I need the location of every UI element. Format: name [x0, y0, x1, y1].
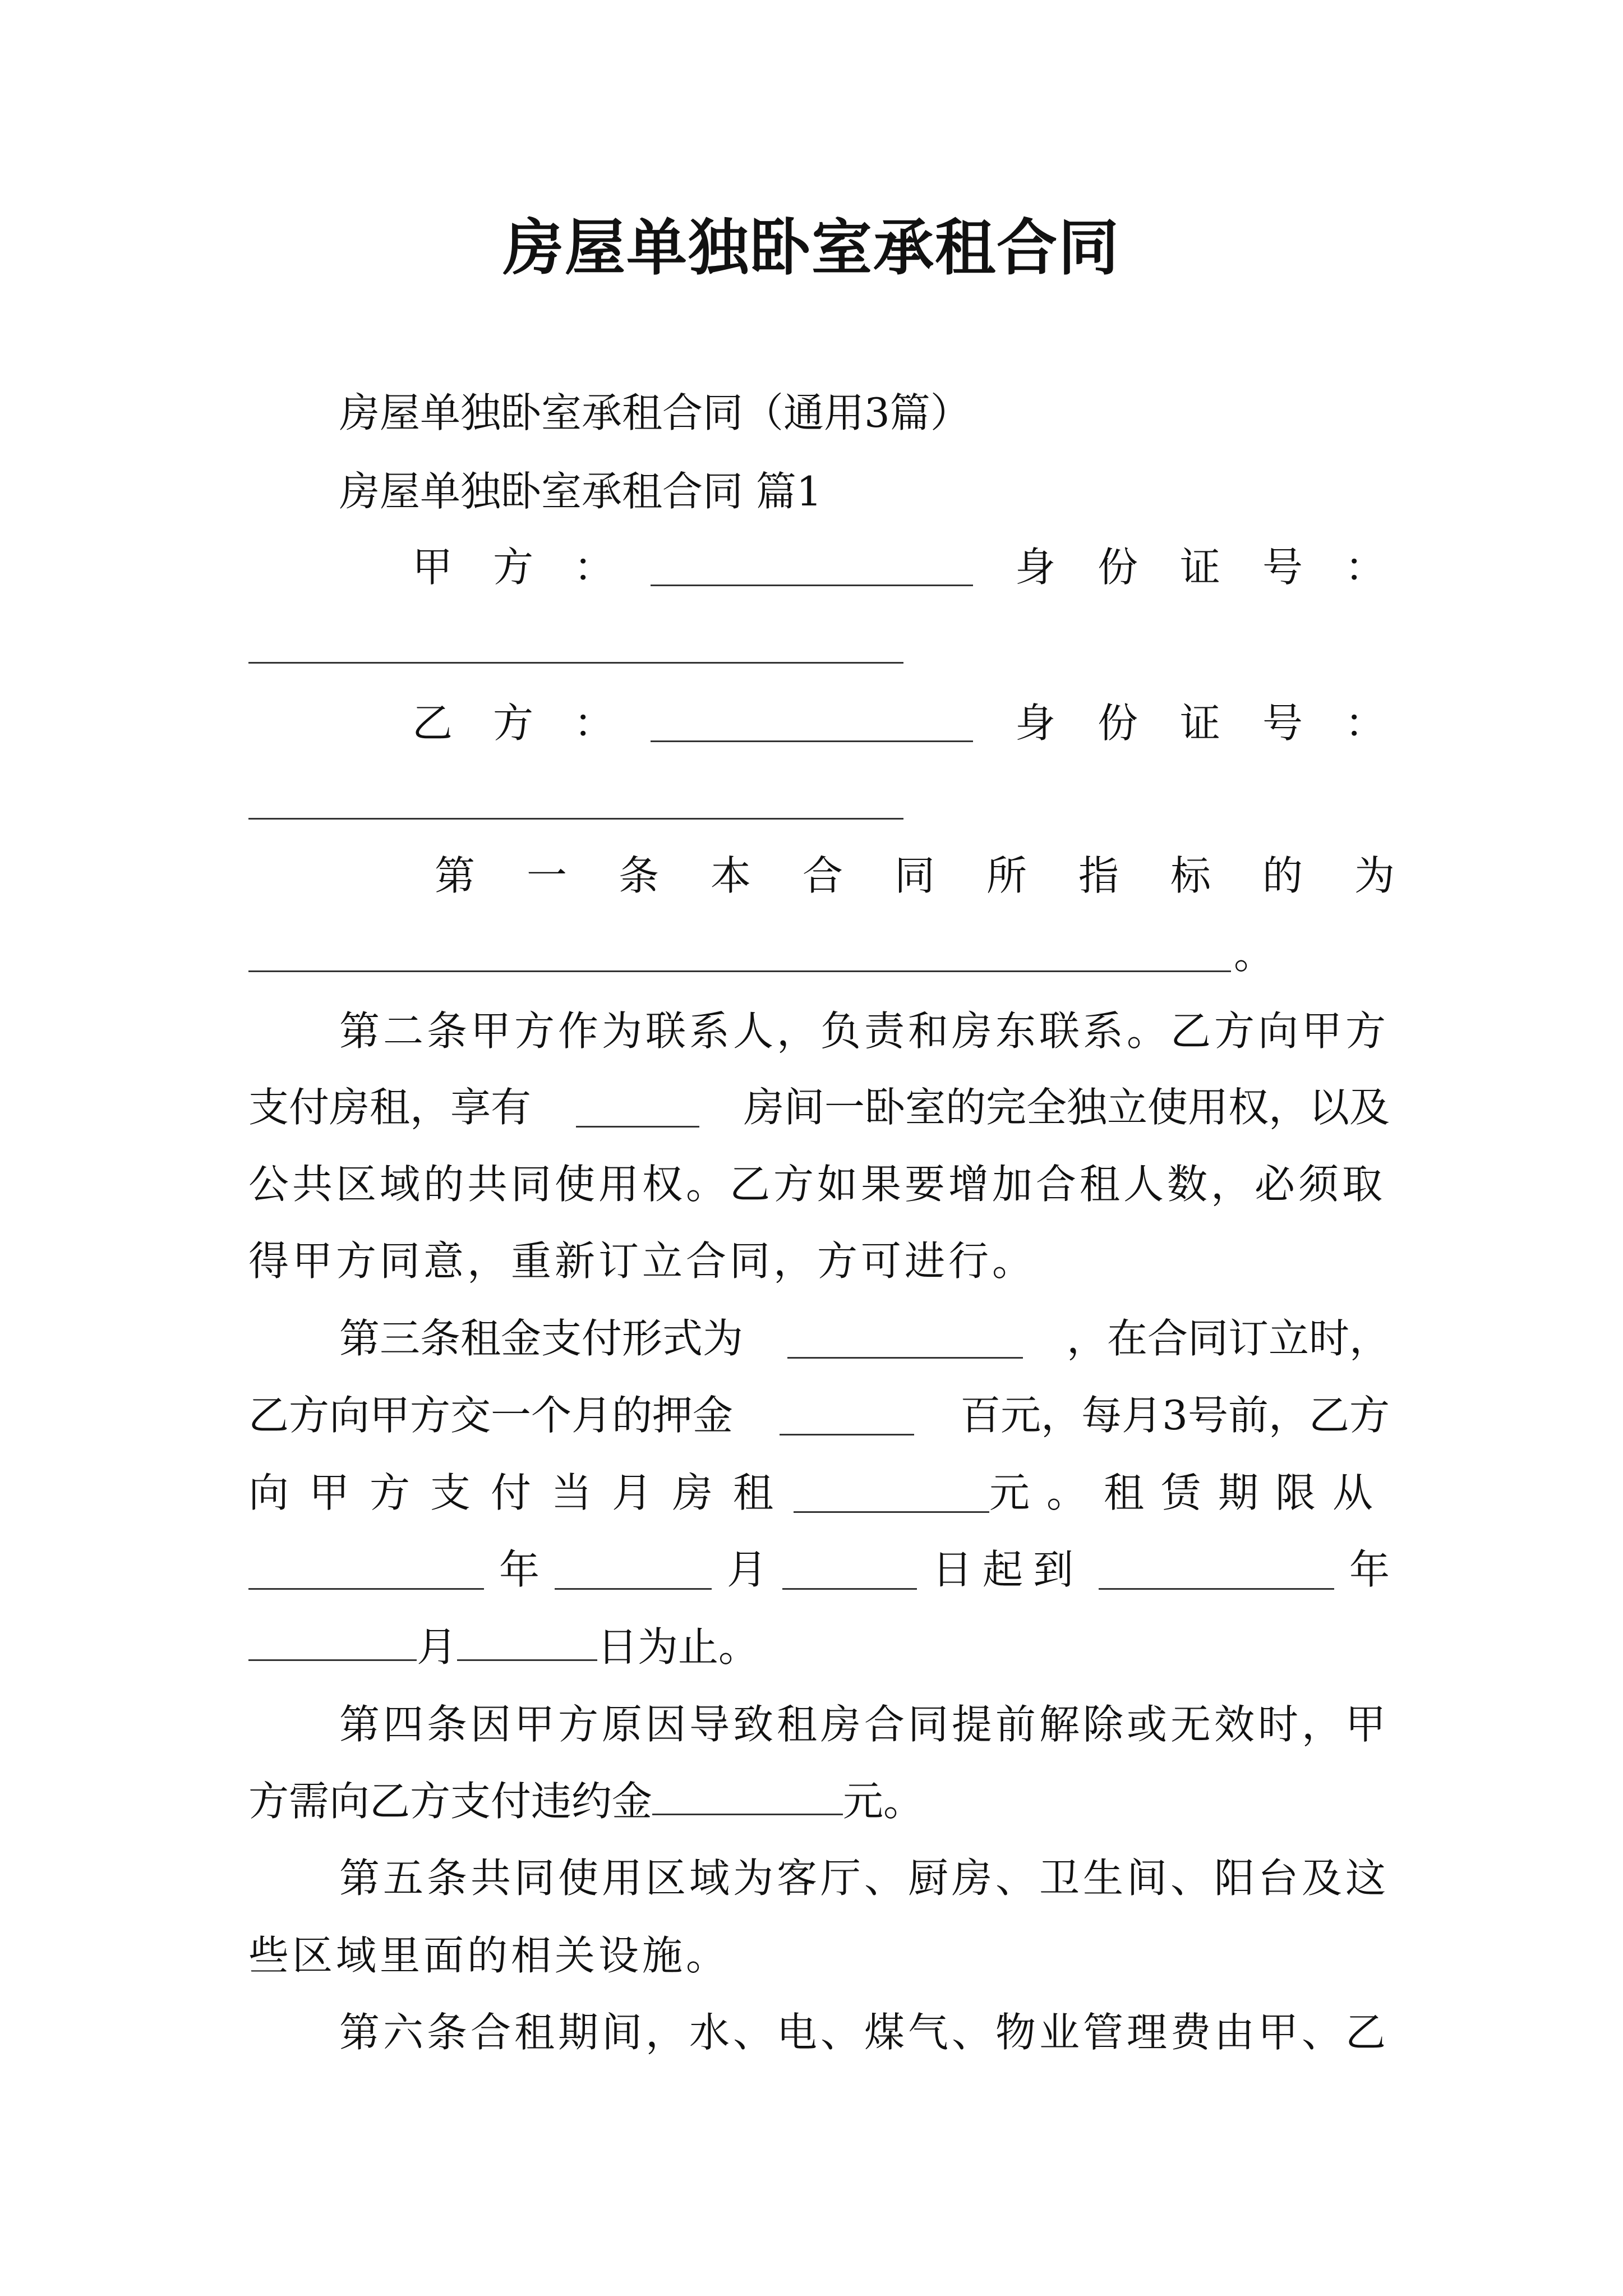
- clause4-line1: 第四条因甲方原因导致租房合同提前解除或无效时，甲: [339, 1701, 1390, 1748]
- clause3-line5: [248, 1623, 759, 1671]
- clause3-start-day-blank: [782, 1588, 917, 1590]
- clause4-penalty-blank: [652, 1814, 843, 1815]
- clause3-line2-a: 乙方向甲方交一个月的押金: [248, 1392, 734, 1439]
- clause3-rent-blank: [794, 1511, 989, 1513]
- section-heading: 房屋单独卧室承租合同 篇1: [339, 468, 822, 515]
- clause6-line1: 第六条合租期间，水、电、煤气、物业管理费由甲、乙: [339, 2009, 1390, 2056]
- clause3-end-label: 日为止。: [597, 1623, 759, 1671]
- party-b-name-blank: [651, 740, 973, 742]
- clause3-month-label: 月: [726, 1546, 767, 1593]
- clause3-line4: [248, 1546, 1390, 1593]
- clause3-day-to-label: 日起到: [932, 1546, 1083, 1593]
- clause3-line3-b: 元。租赁期限从: [989, 1469, 1390, 1516]
- clause3-end-month-blank: [248, 1659, 417, 1661]
- clause3-start-month-blank: [555, 1588, 712, 1590]
- clause3-year-label: 年: [499, 1546, 540, 1593]
- clause3-start-year-blank: [248, 1588, 484, 1590]
- clause3-line1-a: 第三条租金支付形式为: [339, 1315, 744, 1362]
- party-b-id-blank: [248, 818, 903, 820]
- clause2-line2-b: 房间一卧室的完全独立使用权，以及: [743, 1084, 1390, 1131]
- subtitle: 房屋单独卧室承租合同（通用3篇）: [339, 389, 971, 436]
- page-title: 房屋单独卧室承租合同: [502, 213, 1120, 283]
- clause3-line3-a: 向甲方支付当月房租: [248, 1469, 794, 1516]
- clause5-line1: 第五条共同使用区域为客厅、厨房、卫生间、阳台及这: [339, 1855, 1390, 1902]
- clause2-line3: 公共区域的共同使用权。乙方如果要增加合租人数，必须取: [248, 1161, 1386, 1208]
- clause1-end: 。: [1234, 931, 1275, 978]
- clause2-line1: 第二条甲方作为联系人，负责和房东联系。乙方向甲方: [339, 1007, 1390, 1055]
- clause3-line3: [248, 1469, 1390, 1516]
- clause3-year2-label: 年: [1349, 1546, 1390, 1593]
- clause4-line2-a: 方需向乙方支付违约金: [248, 1778, 653, 1825]
- clause4-line2: [248, 1778, 924, 1825]
- clause3-line1: [339, 1315, 1390, 1362]
- clause3-line2: [248, 1392, 1390, 1439]
- clause2-line4: 得甲方同意，重新订立合同，方可进行。: [248, 1237, 1036, 1285]
- party-b-label: 乙方：: [412, 700, 655, 747]
- party-a-id-label: 身份证号：: [1015, 544, 1428, 591]
- clause2-room-blank: [576, 1126, 699, 1128]
- clause2-line2-a: 支付房租，享有: [248, 1084, 532, 1131]
- clause3-end-day-blank: [457, 1659, 597, 1661]
- clause3-deposit-blank: [780, 1434, 914, 1435]
- clause3-payment-form-blank: [787, 1357, 1023, 1359]
- clause2-line2: [248, 1084, 1390, 1131]
- clause1-text: 第一条本合同所指标的为: [435, 852, 1447, 899]
- party-a-label: 甲方：: [412, 544, 655, 591]
- clause3-line1-b: ，在合同订立时，: [1066, 1315, 1390, 1362]
- clause3-line2-b: 百元，每月3号前，乙方: [960, 1392, 1390, 1439]
- clause5-line2: 些区域里面的相关设施。: [248, 1932, 730, 1979]
- party-a-name-blank: [651, 585, 973, 586]
- party-a-id-blank: [248, 662, 903, 664]
- clause3-end-year-blank: [1099, 1588, 1334, 1590]
- clause1-blank: [248, 970, 1231, 972]
- clause3-end-month-label: 月: [417, 1623, 458, 1671]
- party-b-id-label: 身份证号：: [1015, 700, 1428, 747]
- clause4-line2-b: 元。: [843, 1778, 924, 1825]
